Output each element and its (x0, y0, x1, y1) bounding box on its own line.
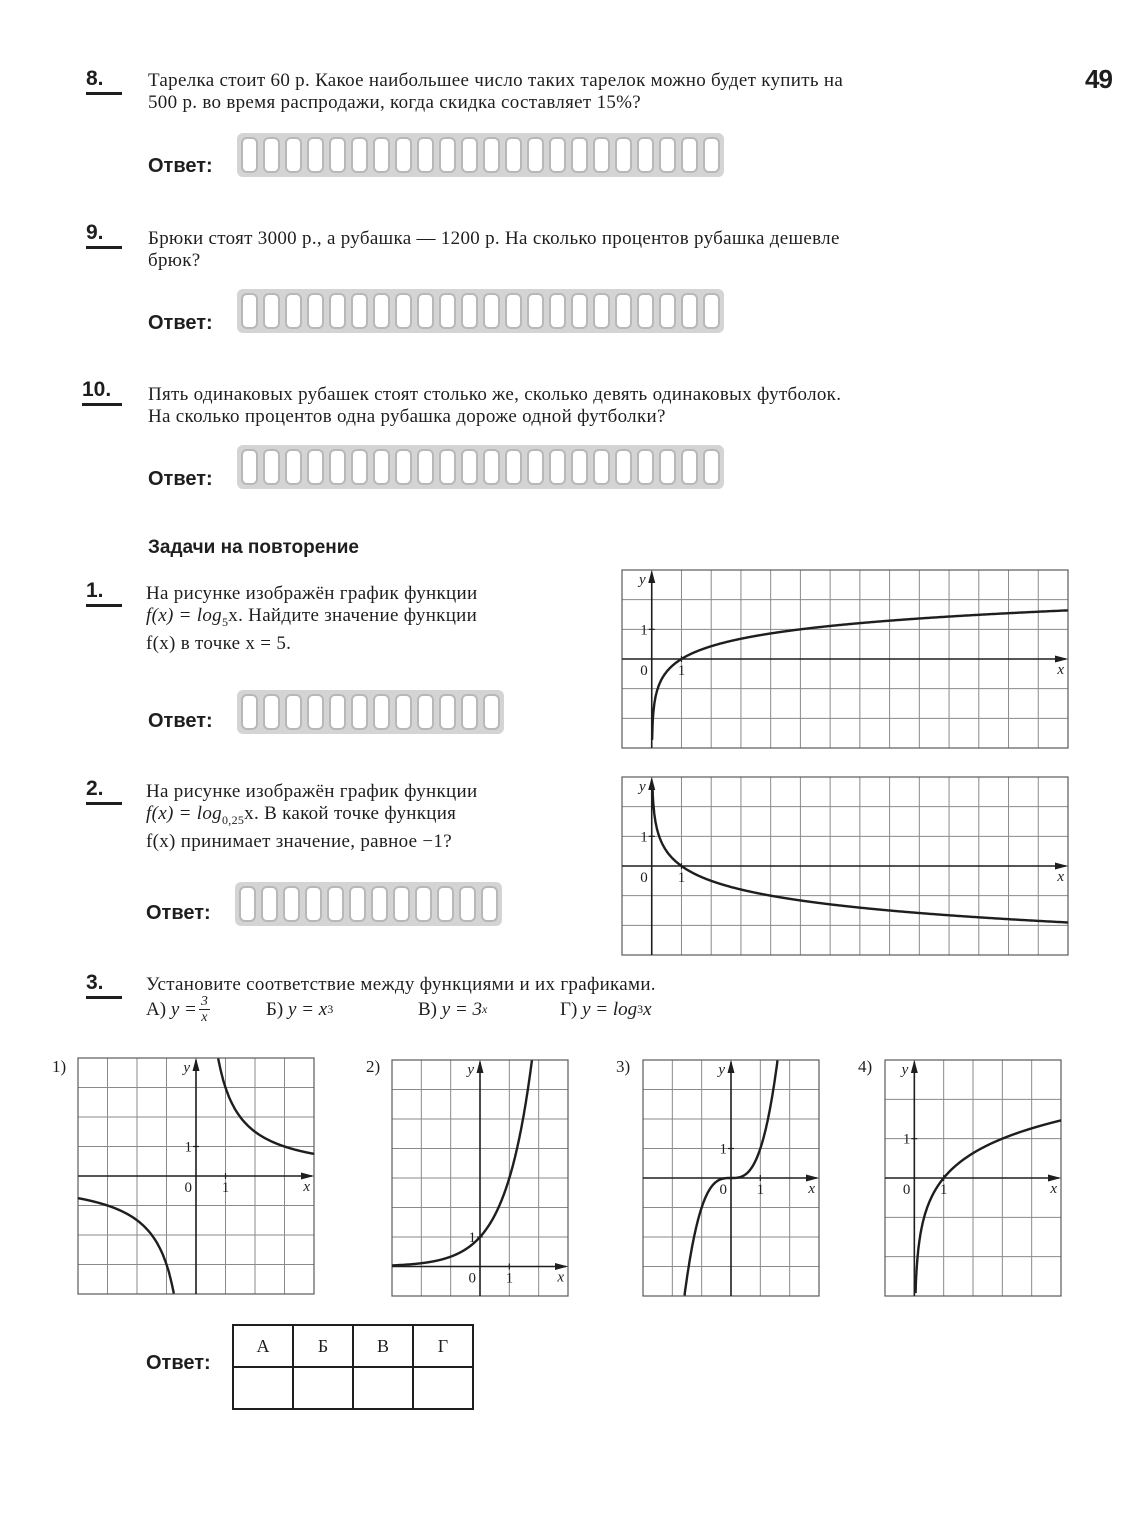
review-1-formula-pre: f(x) = log (146, 605, 222, 626)
x-axis-label: x (808, 1181, 815, 1197)
review-2-formula-pre: f(x) = log (146, 803, 222, 824)
x-axis-label: x (1050, 1181, 1057, 1197)
review-3-options (146, 994, 652, 1025)
option-b-lhs: y = x (288, 998, 328, 1020)
review-1-number: 1. (86, 578, 122, 607)
review-section-title: Задачи на повторение (148, 537, 360, 558)
review-1-line-3: f(x) в точке x = 5. (146, 632, 292, 654)
option-c-label: В) (418, 998, 437, 1020)
x-unit-label: 1 (939, 1182, 948, 1198)
x-unit-label: 1 (221, 1180, 230, 1196)
origin-label: 0 (640, 870, 648, 886)
origin-label: 0 (184, 1180, 192, 1196)
review-1-text (146, 583, 596, 655)
matching-answer-d[interactable] (413, 1367, 473, 1409)
task-10-line-2: На сколько процентов одна рубашка дороже одной футболки? (148, 406, 666, 427)
review-2-formula-post: x. В какой точке функция (244, 803, 457, 824)
option-a (146, 994, 266, 1025)
graph-log025 (620, 775, 1070, 957)
task-10-line-1: Пять одинаковых рубашек стоят столько же, сколько девять одинаковых футболок. (148, 384, 842, 405)
graph-2-label: 2) (366, 1057, 381, 1076)
task-9-answer-field[interactable] (237, 289, 724, 333)
y-axis-arrow (193, 1058, 200, 1071)
y-axis-label: y (639, 572, 646, 588)
option-d-base: 3 (637, 1002, 644, 1016)
review-3-number: 3. (86, 970, 122, 999)
review-2-answer-label: Ответ: (146, 902, 211, 924)
graph-1-label: 1) (52, 1057, 67, 1076)
task-8-answer-label: Ответ: (148, 155, 213, 177)
graph-log5 (620, 568, 1070, 750)
task-8-line-2: 500 р. во время распродажи, когда скидка составляет 15%? (148, 92, 642, 113)
y-axis-arrow (911, 1060, 918, 1073)
review-2-answer-field[interactable] (235, 882, 502, 926)
option-a-numerator: 3 (200, 994, 208, 1009)
option-c-lhs: y = 3 (441, 998, 483, 1020)
x-unit-label: 1 (756, 1182, 765, 1198)
review-2-number: 2. (86, 776, 122, 805)
origin-label: 0 (468, 1270, 476, 1287)
x-unit-label: 1 (505, 1270, 514, 1287)
option-c (418, 999, 560, 1021)
option-d-post: x (643, 998, 652, 1020)
x-axis-label: x (303, 1179, 310, 1195)
review-2-text (146, 781, 596, 853)
review-2-line-3: f(x) принимает значение, равное −1? (146, 830, 452, 852)
option-a-lhs: y = (170, 998, 197, 1020)
origin-label: 0 (719, 1182, 727, 1198)
y-unit-label: 1 (640, 622, 648, 639)
review-1-answer-field[interactable] (237, 690, 504, 734)
matching-answer-c[interactable] (353, 1367, 413, 1409)
task-9-number: 9. (86, 220, 122, 249)
task-10-text (148, 384, 1073, 428)
matching-header-a: А (233, 1325, 293, 1367)
x-axis-label: x (1057, 662, 1064, 678)
x-unit-label: 1 (677, 870, 686, 886)
matching-answer-table (232, 1324, 474, 1410)
option-a-denominator: x (201, 1010, 208, 1025)
y-axis-arrow (477, 1060, 484, 1073)
option-b-exponent: 3 (327, 1002, 334, 1016)
y-axis-label: y (467, 1062, 474, 1078)
y-unit-label: 1 (468, 1230, 476, 1246)
review-2-formula-base: 0,25 (221, 812, 245, 827)
y-axis-label: y (639, 779, 646, 795)
y-unit-label: 1 (719, 1141, 727, 1158)
task-9-line-2: брюк? (148, 250, 201, 271)
review-3-intro: Установите соответствие между функциями и их графиками. (146, 974, 656, 995)
matching-answer-b[interactable] (293, 1367, 353, 1409)
option-d-label: Г) (560, 998, 578, 1020)
y-unit-label: 1 (640, 829, 648, 846)
review-2-line-2 (146, 803, 596, 831)
graph-3-cubic (641, 1058, 821, 1298)
task-8-answer-field[interactable] (237, 133, 724, 177)
review-3-answer-label: Ответ: (146, 1352, 211, 1374)
y-axis-label: y (183, 1060, 190, 1076)
page-number: 49 (1085, 64, 1112, 94)
task-8-text (148, 70, 1073, 114)
matching-answer-row (233, 1367, 473, 1409)
y-axis-arrow (728, 1060, 735, 1073)
origin-label: 0 (902, 1182, 911, 1198)
x-axis-label: x (1057, 869, 1064, 885)
option-a-fraction (199, 994, 210, 1025)
y-axis-arrow (648, 570, 655, 583)
review-1-line-2 (146, 605, 596, 633)
function-curve (78, 1198, 174, 1293)
matching-answer-a[interactable] (233, 1367, 293, 1409)
task-10-answer-field[interactable] (237, 445, 724, 489)
graph-2-exponential (390, 1058, 570, 1298)
matching-header-d: Г (413, 1325, 473, 1367)
x-axis-label: x (557, 1269, 564, 1286)
option-b-label: Б) (266, 998, 284, 1020)
task-10-number: 10. (82, 377, 122, 406)
graph-1-hyperbola (76, 1056, 316, 1296)
task-9-line-1: Брюки стоят 3000 р., а рубашка — 1200 р. На сколько процентов рубашка дешевле (148, 228, 840, 249)
task-10-answer-label: Ответ: (148, 468, 213, 490)
option-a-label: А) (146, 998, 167, 1020)
task-8-line-1: Тарелка стоит 60 р. Какое наибольшее число таких тарелок можно будет купить на (148, 70, 844, 91)
origin-label: 0 (640, 663, 648, 679)
function-curve (218, 1059, 314, 1154)
task-9-text (148, 228, 1073, 272)
option-d (560, 999, 652, 1021)
x-unit-label: 1 (677, 663, 686, 679)
review-1-line-1: На рисунке изображён график функции (146, 583, 478, 604)
function-curve (916, 1120, 1062, 1293)
graph-3-label: 3) (616, 1057, 631, 1076)
option-c-exponent: x (482, 1002, 488, 1016)
option-d-lhs: y = log (582, 998, 638, 1020)
matching-header-b: Б (293, 1325, 353, 1367)
graph-4-logarithm (883, 1058, 1063, 1298)
y-unit-label: 1 (902, 1131, 911, 1148)
matching-header-row (233, 1325, 473, 1367)
option-b (266, 999, 418, 1021)
review-1-formula-post: x. Найдите значение функции (228, 605, 478, 626)
task-9-answer-label: Ответ: (148, 312, 213, 334)
review-1-formula-base: 5 (221, 614, 229, 629)
function-curve (392, 1060, 532, 1265)
review-2-line-1: На рисунке изображён график функции (146, 781, 478, 802)
y-axis-label: y (901, 1062, 909, 1078)
review-1-answer-label: Ответ: (148, 710, 213, 732)
y-unit-label: 1 (184, 1139, 192, 1156)
matching-header-c: В (353, 1325, 413, 1367)
y-axis-label: y (718, 1062, 725, 1078)
task-8-number: 8. (86, 66, 122, 95)
graph-4-label: 4) (858, 1057, 873, 1076)
